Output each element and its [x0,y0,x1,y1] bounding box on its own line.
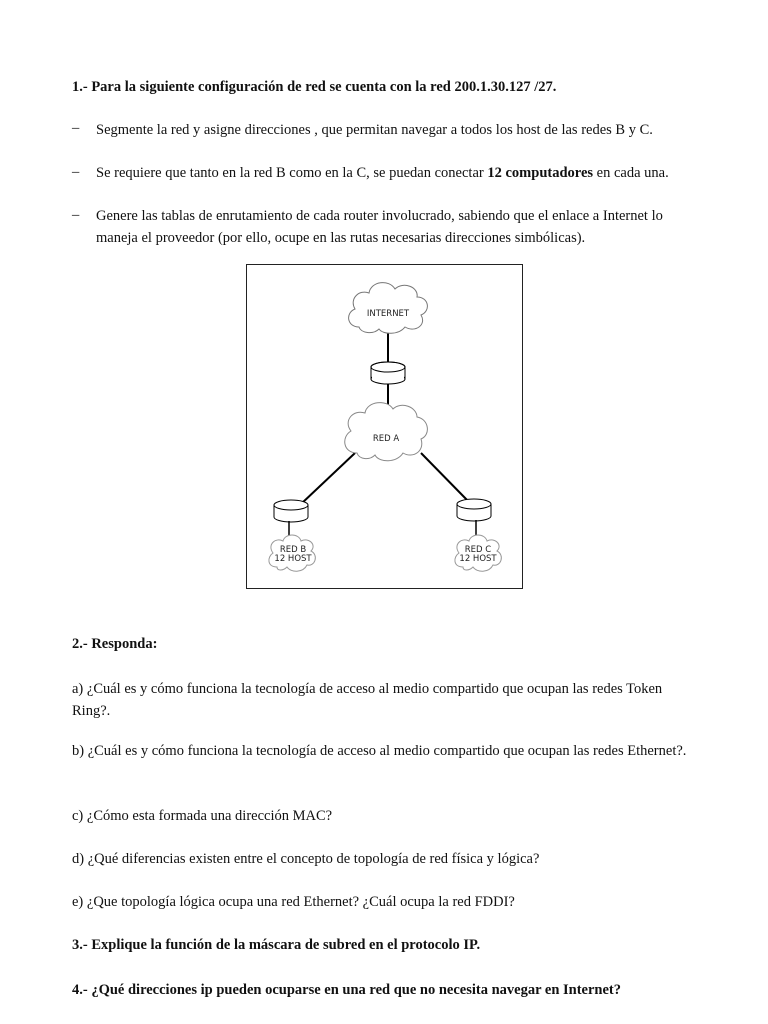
red-c-label-1: RED C [464,545,492,555]
red-a-label: RED A [372,434,400,444]
q1-title: 1.- Para la siguiente configuración de red se cuenta con la red 200.1.30.127 /27. [72,79,557,95]
q2-item-d: d) ¿Qué diferencias existen entre el concepto de topología de red física y lógica? [72,851,540,867]
router-c-icon [457,499,491,521]
router-b-icon [274,500,308,522]
q2-item-e: e) ¿Que topología lógica ocupa una red Ethernet? ¿Cuál ocupa la red FDDI? [72,894,515,910]
bullet-dash: – [72,207,80,223]
q1-bullet-2-bold: 12 computadores [487,165,594,181]
router-icon [371,362,405,384]
q2-item-a: a) ¿Cuál es y cómo funciona la tecnología de acceso al medio compartido que ocupan las redes Token Ring?. [72,681,663,719]
q3-title: 3.- Explique la función de la máscara de subred en el protocolo IP. [72,937,481,953]
red-b-label-2: 12 HOST [274,554,312,564]
bullet-dash: – [72,164,80,180]
q1-bullet-3: Genere las tablas de enrutamiento de cada router involucrado, sabiendo que el enlace a Internet lo maneja el proveedor (por ello, ocupe en las rutas necesarias direcciones simbólicas). [96,208,663,246]
network-diagram [246,264,523,589]
q1-bullet-2-pre: Se requiere que tanto en la red B como en la C, se puedan conectar [96,165,488,181]
q4-title: 4.- ¿Qué direcciones ip pueden ocuparse en una red que no necesita navegar en Internet? [72,982,621,998]
link-reda-routerc [421,453,469,502]
link-reda-routerb [301,453,355,504]
network-diagram-svg [247,265,524,590]
q1-bullet-2 [96,162,696,184]
bullet-dash: – [72,120,80,136]
red-a-cloud-icon [345,403,428,461]
red-c-label-2: 12 HOST [459,554,497,564]
q2-title: 2.- Responda: [72,636,158,652]
internet-label: INTERNET [366,309,410,319]
q1-bullet-2-post: en cada una. [593,165,669,181]
red-b-label-1: RED B [279,545,307,555]
q2-item-c: c) ¿Cómo esta formada una dirección MAC? [72,808,333,824]
q1-bullet-1: Segmente la red y asigne direcciones , que permitan navegar a todos los host de las redes B y C. [96,122,653,138]
q2-item-b: b) ¿Cuál es y cómo funciona la tecnología de acceso al medio compartido que ocupan las redes Ethernet?. [72,743,687,759]
internet-cloud-icon [349,283,428,334]
